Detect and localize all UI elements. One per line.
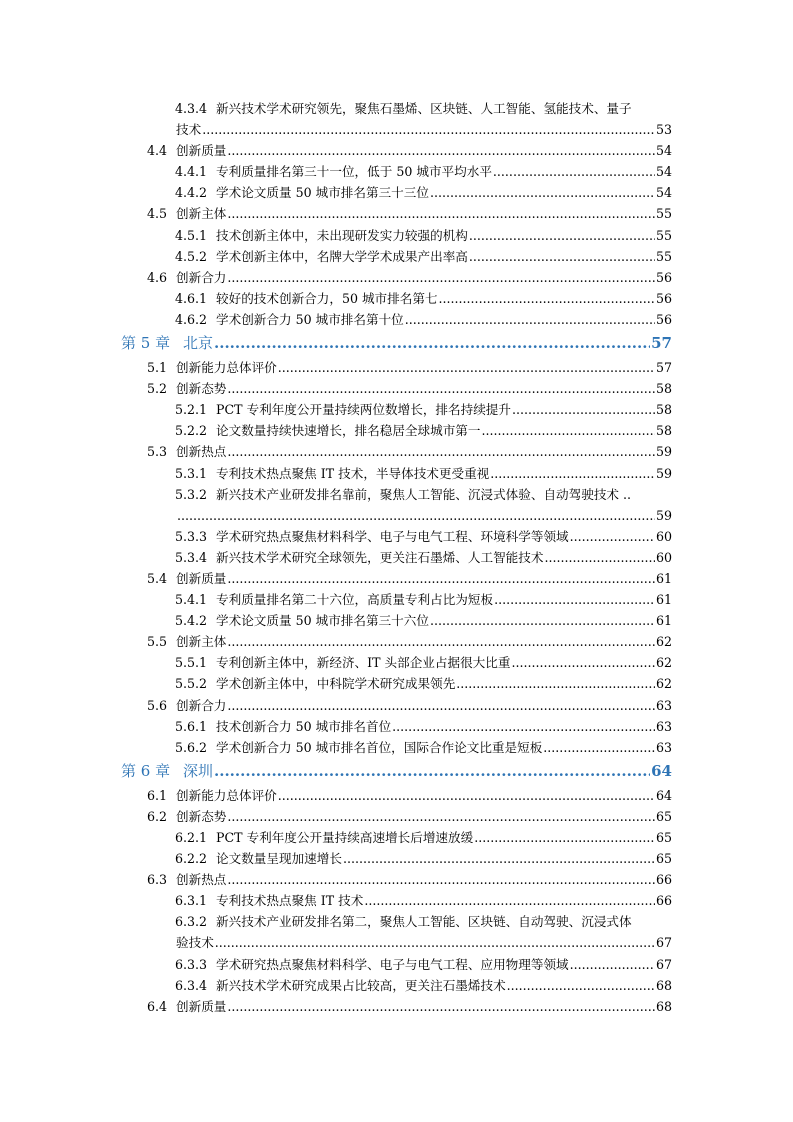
toc-entry[interactable] [0, 505, 793, 526]
toc-entry-title: 专利创新主体中，新经济、IT 头部企业占据很大比重 [216, 655, 511, 671]
toc-entry-title: 专利技术热点聚焦 IT 技术 [216, 893, 364, 909]
toc-page-number: 63 [655, 718, 672, 734]
toc-entry[interactable] [0, 827, 793, 848]
toc-entry-number: 5.3.4 [175, 549, 208, 565]
toc-entry-title: 北京 [183, 334, 214, 353]
toc-entry-title: 学术论文质量 50 城市排名第三十六位 [216, 613, 429, 629]
toc-entry-title: 新兴技术学术研究成果占比较高，更关注石墨烯技术 [216, 977, 506, 993]
toc-entry-number: 5.3.1 [175, 465, 208, 481]
toc-entry-title: 验技术 [176, 935, 214, 951]
toc-entry[interactable] [0, 869, 793, 890]
toc-entry[interactable] [0, 631, 793, 652]
toc-entry-number: 5.1 [147, 360, 168, 376]
toc-entry[interactable] [0, 785, 793, 806]
toc-entry[interactable] [0, 996, 793, 1017]
toc-entry-number: 5.3.3 [175, 528, 208, 544]
toc-page-number: 65 [655, 808, 672, 824]
toc-entry-title: 专利质量排名第三十一位，低于 50 城市平均水平 [216, 164, 492, 180]
toc-chapter-entry[interactable] [0, 758, 793, 785]
toc-entry[interactable] [0, 673, 793, 694]
toc-page-number: 54 [655, 143, 672, 159]
toc-entry[interactable] [0, 848, 793, 869]
toc-page-number: 62 [655, 655, 672, 671]
toc-page-number: 56 [655, 290, 672, 306]
toc-leader-dots [439, 288, 655, 309]
toc-entry[interactable] [0, 399, 793, 420]
toc-entry-title: 学术创新合力 50 城市排名首位，国际合作论文比重是短板 [216, 739, 543, 755]
toc-entry[interactable] [0, 890, 793, 911]
toc-leader-dots [512, 399, 655, 420]
toc-leader-dots [227, 203, 655, 224]
toc-entry[interactable] [0, 119, 793, 140]
toc-entry[interactable] [0, 225, 793, 246]
toc-entry[interactable] [0, 288, 793, 309]
toc-entry[interactable] [0, 806, 793, 827]
toc-leader-dots [481, 420, 655, 441]
toc-entry-number: 6.3.2 [175, 914, 208, 930]
toc-page-number: 55 [655, 206, 672, 222]
toc-leader-dots [214, 758, 650, 785]
toc-entry-number: 第 6 章 [121, 761, 171, 780]
toc-page-number: 67 [655, 956, 672, 972]
toc-leader-dots [570, 954, 655, 975]
toc-page-number: 62 [655, 634, 672, 650]
toc-leader-dots [543, 737, 655, 758]
toc-entry-title: 创新主体 [176, 206, 227, 222]
toc-page-number: 64 [651, 761, 672, 780]
toc-entry[interactable] [0, 610, 793, 631]
toc-leader-dots [343, 848, 655, 869]
toc-page-number: 59 [655, 444, 672, 460]
toc-entry[interactable] [0, 911, 793, 932]
toc-entry-title: 学术创新主体中，中科院学术研究成果领先 [216, 676, 456, 692]
toc-page-number: 57 [651, 334, 672, 353]
toc-page-number: 54 [655, 164, 672, 180]
toc-leader-dots [278, 785, 655, 806]
toc-leader-dots [544, 547, 655, 568]
toc-entry[interactable] [0, 357, 793, 378]
toc-entry[interactable] [0, 267, 793, 288]
toc-entry-title: 创新质量 [176, 998, 227, 1014]
toc-page-number: 55 [655, 227, 672, 243]
toc-entry-number: 5.3 [147, 444, 168, 460]
toc-page-number: 59 [655, 465, 672, 481]
toc-page-number: 53 [655, 122, 672, 138]
toc-leader-dots [227, 378, 655, 399]
toc-entry-title: 创新热点 [176, 872, 227, 888]
toc-page-number: 64 [655, 787, 672, 803]
toc-entry-title: 创新质量 [176, 143, 227, 159]
toc-entry-number: 4.5.2 [175, 248, 208, 264]
toc-entry-title: 论文数量呈现加速增长 [216, 851, 342, 867]
toc-entry[interactable] [0, 568, 793, 589]
toc-entry[interactable] [0, 140, 793, 161]
toc-entry[interactable] [0, 246, 793, 267]
toc-page-number: 66 [655, 893, 672, 909]
toc-page-number: 68 [655, 977, 672, 993]
toc-leader-dots [227, 806, 655, 827]
toc-entry-number: 6.3 [147, 872, 168, 888]
toc-entry-title: 技术创新合力 50 城市排名首位 [216, 718, 392, 734]
toc-leader-dots [430, 182, 655, 203]
table-of-contents [0, 98, 793, 1017]
toc-entry-title: 学术研究热点聚焦材料科学、电子与电气工程、应用物理等领域 [216, 956, 569, 972]
toc-entry-title: 新兴技术学术研究全球领先，更关注石墨烯、人工智能技术 [216, 549, 544, 565]
toc-page-number: 58 [655, 402, 672, 418]
toc-leader-dots [227, 441, 655, 462]
toc-leader-dots [227, 695, 655, 716]
toc-entry-title: 创新态势 [176, 381, 227, 397]
toc-entry-number: 5.5.1 [175, 655, 208, 671]
toc-page-number: 65 [655, 830, 672, 845]
toc-entry-number: 5.2.2 [175, 423, 208, 439]
toc-leader-dots [227, 869, 655, 890]
toc-entry-title: 创新态势 [176, 808, 227, 824]
toc-leader-dots [227, 631, 655, 652]
toc-entry[interactable] [0, 975, 793, 996]
toc-entry-title: 较好的技术创新合力，50 城市排名第七 [216, 290, 438, 306]
toc-entry-number: 5.3.2 [175, 486, 208, 502]
toc-leader-dots [214, 330, 650, 357]
toc-leader-dots [177, 505, 655, 526]
toc-leader-dots [469, 246, 655, 267]
toc-entry-title: 专利技术热点聚焦 IT 技术，半导体技术更受重视 [216, 465, 490, 481]
toc-page-number: 61 [655, 570, 672, 586]
toc-leader-dots [430, 610, 655, 631]
toc-page-number: 65 [655, 851, 672, 867]
toc-entry-number: 5.2.1 [175, 402, 208, 418]
toc-entry[interactable] [0, 954, 793, 975]
toc-entry-number: 4.6 [147, 269, 168, 285]
toc-leader-dots [469, 225, 655, 246]
toc-entry-number: 6.2 [147, 808, 168, 824]
toc-leader-dots [474, 827, 655, 848]
toc-entry-title: 学术创新合力 50 城市排名第十位 [216, 311, 404, 327]
toc-leader-dots [227, 267, 655, 288]
toc-entry-title: 创新合力 [176, 697, 227, 713]
toc-entry-title: 技术 [176, 122, 202, 138]
toc-entry-number: 6.3.4 [175, 977, 208, 993]
toc-entry[interactable] [0, 589, 793, 610]
toc-entry[interactable] [0, 182, 793, 203]
toc-page-number: 55 [655, 248, 672, 264]
toc-entry-number: 4.6.2 [175, 311, 208, 327]
toc-entry[interactable] [0, 547, 793, 568]
toc-entry[interactable] [0, 695, 793, 716]
toc-leader-dots [227, 996, 655, 1017]
toc-entry-title: 创新能力总体评价 [176, 787, 277, 803]
toc-entry-number: 6.4 [147, 998, 168, 1014]
toc-entry-number: 5.5.2 [175, 676, 208, 692]
toc-entry-title: 专利质量排名第二十六位，高质量专利占比为短板 [216, 592, 494, 608]
toc-leader-dots [456, 673, 655, 694]
toc-page-number: 58 [655, 381, 672, 397]
toc-entry-number: 6.2.1 [175, 830, 208, 845]
toc-page-number: 56 [655, 269, 672, 285]
toc-entry-number: 6.3.1 [175, 893, 208, 909]
toc-leader-dots [215, 932, 655, 953]
toc-entry-number: 4.4.2 [175, 185, 208, 201]
toc-entry[interactable] [0, 932, 793, 953]
toc-entry-title: 创新合力 [176, 269, 227, 285]
toc-entry-title: 深圳 [183, 761, 214, 780]
toc-page-number: 61 [655, 613, 672, 629]
toc-entry-number: 6.1 [147, 787, 168, 803]
toc-entry[interactable] [0, 378, 793, 399]
toc-leader-dots [392, 716, 655, 737]
toc-entry-title: 创新能力总体评价 [176, 360, 277, 376]
toc-entry-number: 4.4.1 [175, 164, 208, 180]
toc-leader-dots [405, 309, 655, 330]
toc-entry[interactable] [0, 161, 793, 182]
toc-page-number: 59 [655, 507, 672, 523]
toc-leader-dots [278, 357, 655, 378]
toc-page-number: 67 [655, 935, 672, 951]
toc-page-number: 54 [655, 185, 672, 201]
toc-page-number: 57 [655, 360, 672, 376]
toc-leader-dots [507, 975, 655, 996]
toc-entry-number: 4.5 [147, 206, 168, 222]
toc-leader-dots [364, 890, 655, 911]
toc-entry-number: 4.5.1 [175, 227, 208, 243]
toc-leader-dots [493, 161, 655, 182]
toc-entry[interactable] [0, 484, 793, 505]
toc-entry[interactable] [0, 98, 793, 119]
toc-entry[interactable] [0, 463, 793, 484]
toc-entry-title: PCT 专利年度公开量持续两位数增长，排名持续提升 [216, 402, 511, 418]
toc-entry-title: 论文数量持续快速增长，排名稳居全球城市第一 [216, 423, 481, 439]
toc-entry-number: 5.4.1 [175, 592, 208, 608]
toc-page-number: 61 [655, 592, 672, 608]
toc-entry[interactable] [0, 526, 793, 547]
toc-entry-title: 新兴技术产业研发排名第二，聚焦人工智能、区块链、自动驾驶、沉浸式体 [216, 914, 632, 930]
toc-entry-title: 学术创新主体中，名牌大学学术成果产出率高 [216, 248, 468, 264]
toc-entry-title: 技术创新主体中，未出现研发实力较强的机构 [216, 227, 468, 243]
toc-entry-number: 5.4 [147, 570, 168, 586]
toc-page-number: 56 [655, 311, 672, 327]
toc-leader-dots [227, 140, 655, 161]
toc-entry-number: 5.2 [147, 381, 168, 397]
toc-page-number: 66 [655, 872, 672, 888]
toc-entry-title: PCT 专利年度公开量持续高速增长后增速放缓 [216, 830, 474, 845]
toc-entry-number: 5.5 [147, 634, 168, 650]
toc-page-number: 62 [655, 676, 672, 692]
toc-page-number: 58 [655, 423, 672, 439]
toc-entry[interactable] [0, 737, 793, 758]
toc-page-number: 60 [655, 549, 672, 565]
toc-entry-number: 5.6.1 [175, 718, 208, 734]
toc-leader-dots [570, 526, 655, 547]
toc-entry-number: 4.6.1 [175, 290, 208, 306]
toc-entry-number: 6.3.3 [175, 956, 208, 972]
toc-entry[interactable] [0, 441, 793, 462]
toc-entry-number: 6.2.2 [175, 851, 208, 867]
toc-entry-number: 4.4 [147, 143, 168, 159]
toc-entry-title: 创新热点 [176, 444, 227, 460]
toc-entry-title: 新兴技术学术研究领先，聚焦石墨烯、区块链、人工智能、氢能技术、量子 [216, 101, 632, 116]
toc-entry[interactable] [0, 716, 793, 737]
toc-entry-number: 4.3.4 [175, 101, 208, 116]
toc-entry-title: 新兴技术产业研发排名靠前，聚焦人工智能、沉浸式体验、自动驾驶技术 .. [216, 486, 632, 502]
toc-entry[interactable] [0, 652, 793, 673]
toc-entry[interactable] [0, 420, 793, 441]
toc-entry-title: 创新质量 [176, 570, 227, 586]
toc-entry[interactable] [0, 203, 793, 224]
toc-page-number: 63 [655, 697, 672, 713]
toc-page-number: 63 [655, 739, 672, 755]
toc-entry-title: 学术论文质量 50 城市排名第三十三位 [216, 185, 429, 201]
toc-entry-number: 5.6.2 [175, 739, 208, 755]
toc-leader-dots [511, 652, 655, 673]
toc-entry-number: 5.6 [147, 697, 168, 713]
toc-entry[interactable] [0, 309, 793, 330]
toc-leader-dots [494, 589, 655, 610]
toc-chapter-entry[interactable] [0, 330, 793, 357]
toc-entry-number: 第 5 章 [121, 334, 171, 353]
toc-leader-dots [227, 568, 655, 589]
toc-page-number: 60 [655, 528, 672, 544]
toc-leader-dots [202, 119, 655, 140]
toc-entry-title: 创新主体 [176, 634, 227, 650]
toc-entry-number: 5.4.2 [175, 613, 208, 629]
toc-leader-dots [490, 463, 655, 484]
toc-page-number: 68 [655, 998, 672, 1014]
toc-entry-title: 学术研究热点聚焦材料科学、电子与电气工程、环境科学等领域 [216, 528, 569, 544]
